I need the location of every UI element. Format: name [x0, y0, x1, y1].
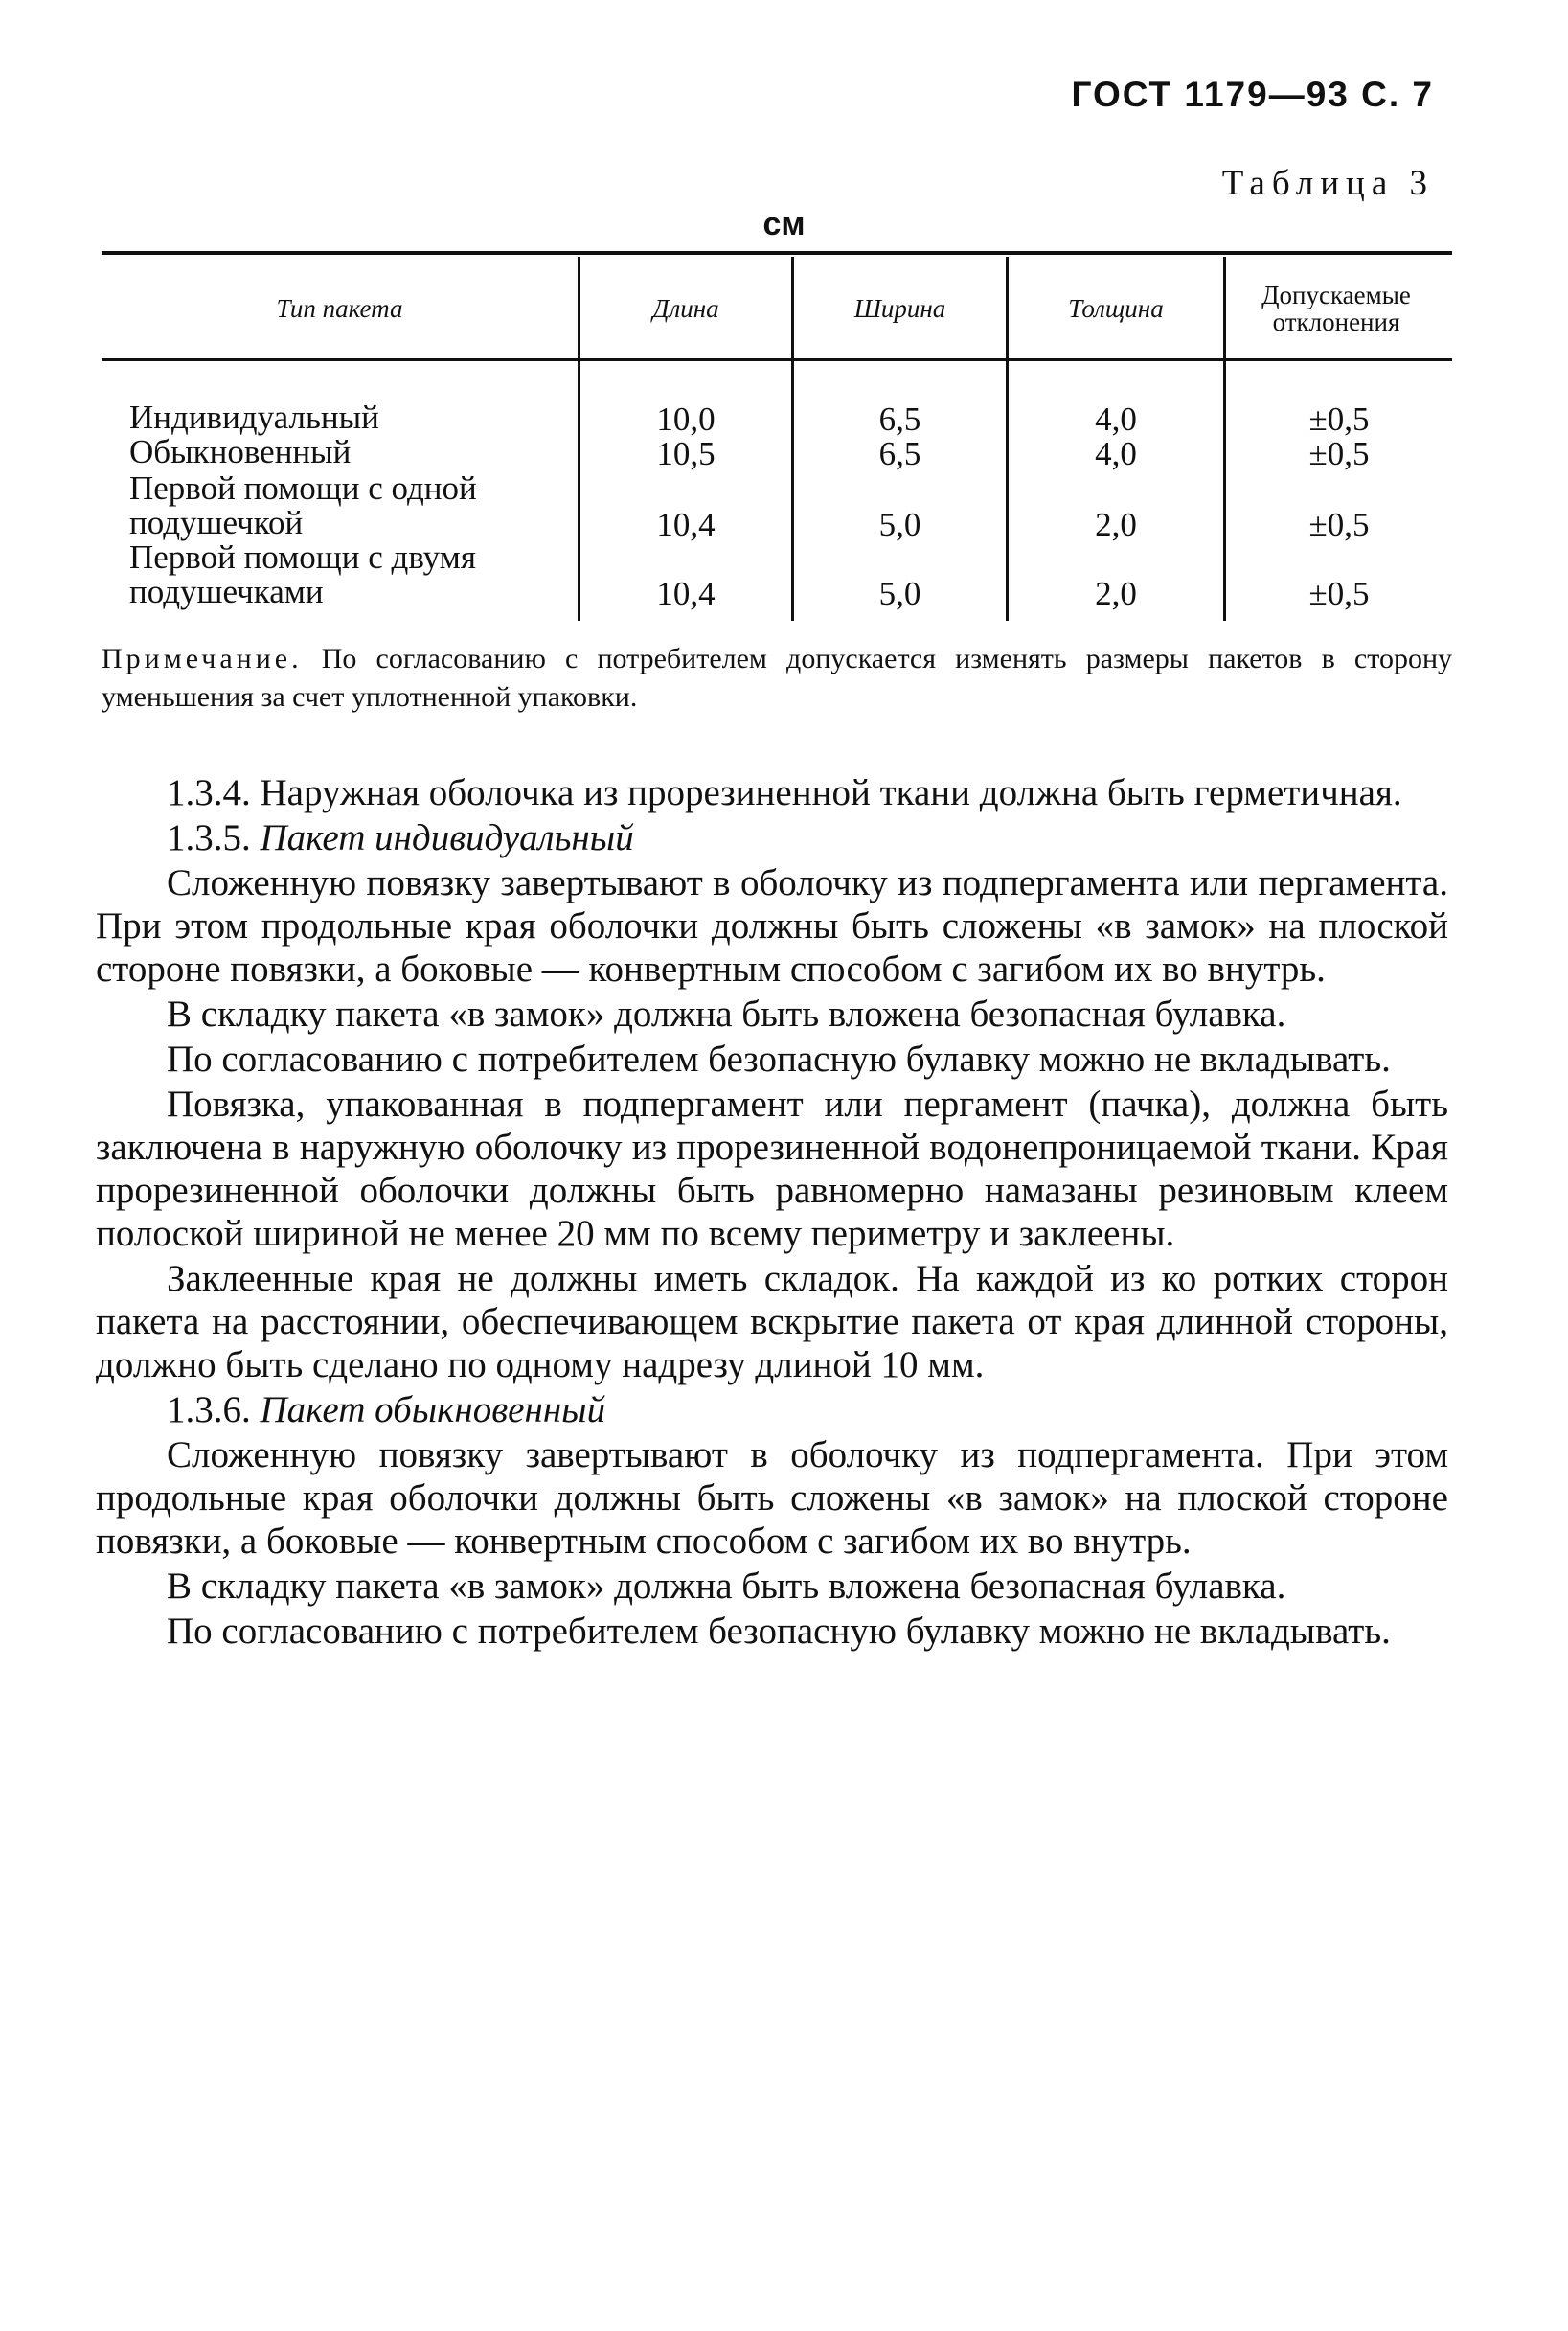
cell-tolerance: ±0,5	[1308, 435, 1370, 472]
cell-thickness: 4,0	[1095, 400, 1137, 438]
cell-length: 10,0	[656, 400, 716, 438]
row-type-line: подушечкой	[129, 504, 304, 541]
column-header-type: Тип пакета	[276, 293, 403, 323]
paragraph: 1.3.4. Наружная оболочка из прорезиненной ткани должна быть герметичная.	[167, 772, 1402, 813]
column-header-tolerance: Допускаемые отклонения	[1261, 280, 1411, 336]
page-header: ГОСТ 1179—93 С. 7	[1071, 75, 1434, 114]
cell-length: 10,5	[656, 435, 716, 472]
table-label: Таблица 3	[1221, 164, 1434, 203]
section-title: Пакет индивидуальный	[260, 817, 634, 858]
cell-thickness: 2,0	[1095, 575, 1137, 612]
cell-thickness: 2,0	[1095, 506, 1137, 543]
cell-tolerance: ±0,5	[1308, 506, 1370, 543]
cell-thickness: 4,0	[1095, 435, 1137, 472]
paragraph: В складку пакета «в замок» должна быть вложена безопасная булавка.	[167, 994, 1286, 1035]
column-header-width: Ширина	[853, 293, 946, 323]
table-note	[102, 640, 1452, 717]
cell-tolerance: ±0,5	[1308, 400, 1370, 438]
cell-width: 5,0	[878, 575, 921, 612]
table-units: см	[762, 206, 806, 242]
column-header-length: Длина	[652, 293, 719, 323]
body-text	[96, 771, 1448, 1655]
cell-width: 6,5	[878, 400, 921, 438]
paragraph: Сложенную повязку завертывают в оболочку из подпергамента. При этом продольные края оболочки должны быть сложены «в замок» на плоской стороне повязки, а боковые — конвертным способом с загибом их во внутрь.	[96, 1434, 1448, 1562]
table-top-rule	[102, 251, 1452, 255]
cell-tolerance: ±0,5	[1308, 575, 1370, 612]
section-number: 1.3.6.	[167, 1389, 251, 1430]
cell-width: 6,5	[878, 435, 921, 472]
paragraph: Заклеенные края не должны иметь складок. На каждой из ко ротких сторон пакета на расстоянии, обеспечивающем вскрытие пакета от края длинной стороны, должно быть сделано по одному надрезу длиной 10 мм.	[96, 1258, 1448, 1385]
cell-length: 10,4	[656, 575, 716, 612]
section-number: 1.3.5.	[167, 817, 251, 858]
paragraph: В складку пакета «в замок» должна быть вложена безопасная булавка.	[167, 1565, 1286, 1607]
column-header-thickness: Толщина	[1068, 293, 1164, 323]
paragraph: Сложенную повязку завертывают в оболочку из подпергамента или пергамента. При этом продольные края оболочки должны быть сложены «в замок» на плоской стороне повязки, а боковые — конвертным способом с загибом их во внутрь.	[96, 862, 1448, 990]
section-heading	[96, 1388, 1448, 1431]
row-type-line: Первой помощи с одной	[129, 469, 477, 507]
table-row-type	[129, 540, 558, 609]
section-title: Пакет обыкновенный	[260, 1389, 606, 1430]
table-header-rule	[102, 358, 1452, 361]
row-type-line: подушечками	[129, 573, 324, 610]
paragraph: По согласованию с потребителем безопасную булавку можно не вкладывать.	[167, 1039, 1391, 1080]
note-text: По согласованию с потребителем допускается изменять размеры пакетов в сторону уменьшения за счет уплотненной упаковки.	[102, 643, 1452, 713]
table-row-type: Обыкновенный	[129, 433, 352, 470]
cell-width: 5,0	[878, 506, 921, 543]
row-type-line: Первой помощи с двумя	[129, 538, 476, 576]
table-row-type	[129, 471, 558, 540]
note-label: Примечание.	[102, 643, 303, 674]
cell-length: 10,4	[656, 506, 716, 543]
table-row-type: Индивидуальный	[129, 399, 379, 436]
paragraph: По согласованию с потребителем безопасную булавку можно не вкладывать.	[167, 1611, 1391, 1652]
section-heading	[96, 816, 1448, 859]
paragraph: Повязка, упакованная в подпергамент или пергамент (пачка), должна быть заключена в наружную оболочку из прорезиненной водонепроницаемой ткани. Края прорезиненной оболочки должны быть равномерно намазаны резиновым клеем полоской шириной не менее 20 мм по всему периметру и заклеены.	[96, 1084, 1448, 1254]
